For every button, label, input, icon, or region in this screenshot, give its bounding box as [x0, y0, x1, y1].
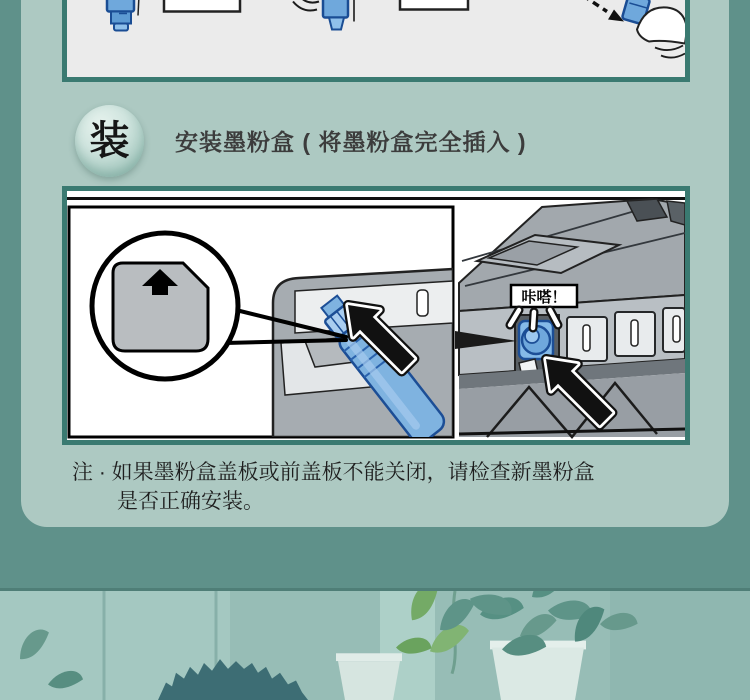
- click-label-text: 咔嗒！: [521, 289, 567, 306]
- previous-step-illustration-panel: [62, 0, 690, 82]
- carton-box-partial-icon: [400, 0, 468, 10]
- install-illustration-panel: [62, 186, 690, 445]
- printer-isometric: [459, 199, 685, 437]
- note-line-1: 注 · 如果墨粉盒盖板或前盖板不能关闭，请检查新墨粉盒: [72, 461, 595, 484]
- content-card: [21, 0, 729, 527]
- lifestyle-photo: [0, 588, 750, 700]
- note-text: [72, 458, 672, 516]
- lifestyle-photo-image: [0, 591, 750, 700]
- carton-box-partial-icon: [164, 0, 240, 12]
- step-title: 安装墨粉盒 ( 将墨粉盒完全插入 ): [175, 129, 527, 155]
- previous-step-illustration: [67, 0, 685, 77]
- plant-pot: [336, 653, 402, 700]
- step-badge-label: 装: [89, 119, 130, 163]
- note-line-2: 是否正确安装。: [117, 490, 264, 513]
- click-label: [511, 285, 577, 307]
- closeup-inset: [69, 207, 453, 440]
- frame-line: [67, 197, 685, 200]
- step-badge: [75, 105, 144, 177]
- toner-cartridge-partial-icon: [107, 0, 139, 31]
- hand-cartridge-partial-icon: [293, 0, 354, 30]
- install-illustration: [67, 191, 685, 440]
- shake-cartridge-icon: [583, 0, 685, 58]
